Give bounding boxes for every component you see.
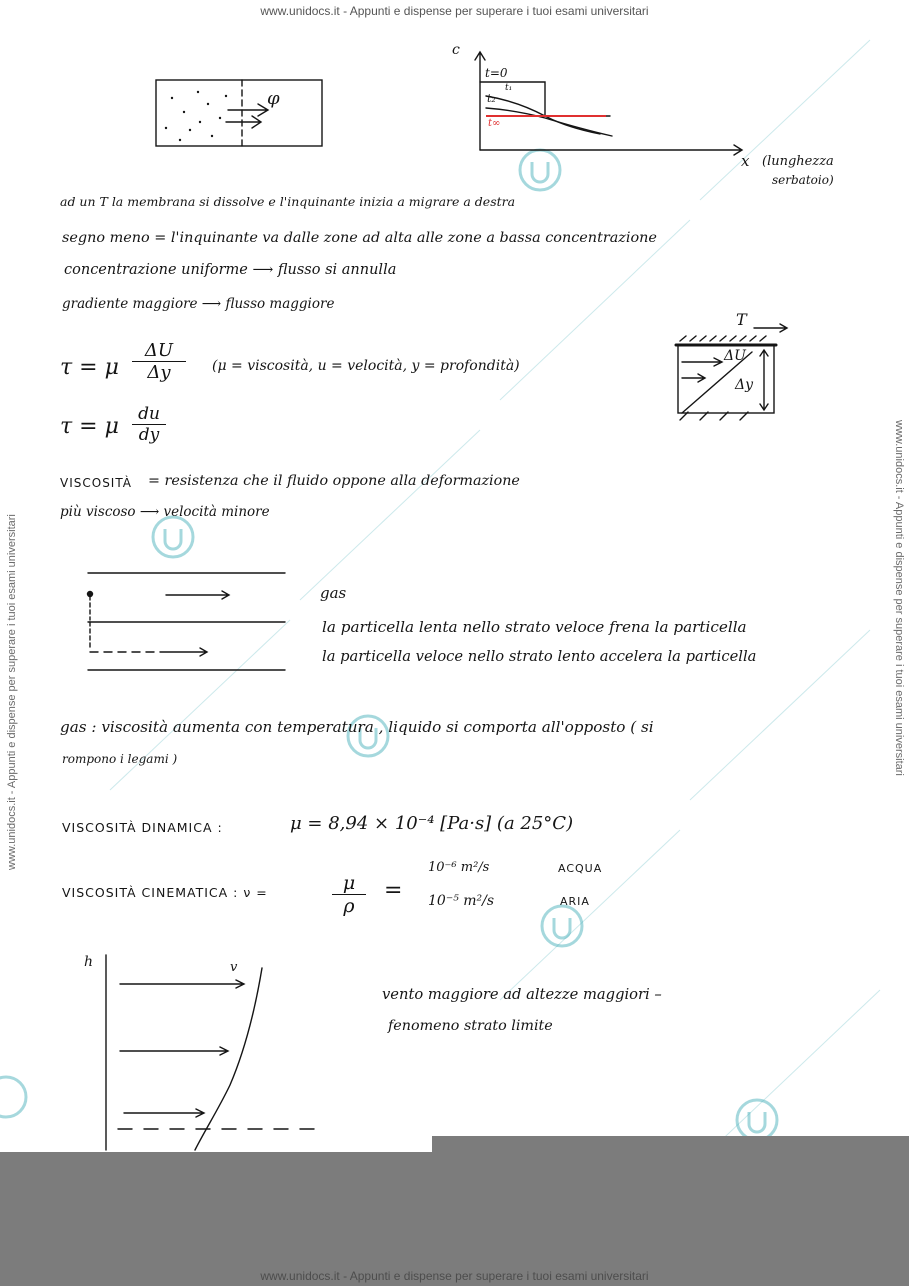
gas-line-1: la particella lenta nello strato veloce frena la particella [322,618,747,636]
tau1-note: (μ = viscosità, u = velocità, y = profondità) [212,358,520,374]
temperature-line-2: rompono i legami ) [62,752,178,766]
tinf-label: t∞ [488,118,501,129]
axis-c-label: c [452,42,460,58]
kinematic-viscosity-label: VISCOSITÀ CINEMATICA : ν = [62,885,268,900]
axis-v-label: v [230,960,238,975]
dynamic-viscosity-label: VISCOSITÀ DINAMICA : [62,820,223,835]
axis-x-note-2: serbatoio) [772,173,834,187]
watermark-left: www.unidocs.it - Appunti e dispense per superare i tuoi esami universitari [6,514,18,870]
note-line-3: concentrazione uniforme ⟶ flusso si annulla [64,262,397,278]
water-value: 10⁻⁶ m²/s [428,860,490,875]
kin-den: ρ [343,895,355,917]
viscosity-label: VISCOSITÀ [60,476,132,490]
viscosity-definition: = resistenza che il fluido oppone alla deformazione [148,473,520,489]
note-line-1: ad un T la membrana si dissolve e l'inquinante inizia a migrare a destra [60,194,516,209]
gas-label: gas [320,584,347,602]
diag-T-label: T [736,310,747,329]
note-line-4: gradiente maggiore ⟶ flusso maggiore [62,296,335,312]
tau1-num: ΔU [132,340,186,362]
tau1-fraction [132,340,186,383]
tau2-fraction [132,404,166,445]
gray-band-lower [0,1152,909,1286]
t0-label: t=0 [485,66,508,80]
tau1-lhs: τ = μ [60,355,119,380]
kinematic-equals: = [384,878,403,903]
gas-line-2: la particella veloce nello strato lento accelera la particella [322,648,757,665]
diag-dy-label: Δy [735,377,754,393]
boundary-line-2: fenomeno strato limite [388,1018,553,1034]
water-label: ACQUA [558,862,603,875]
axis-x-label: x [741,152,750,170]
note-line-2: segno meno = l'inquinante va dalle zone ad alta alle zone a bassa concentrazione [62,230,657,246]
tau2-lhs: τ = μ [60,414,119,439]
watermark-right: www.unidocs.it - Appunti e dispense per superare i tuoi esami universitari [893,420,905,776]
boundary-line-1: vento maggiore ad altezze maggiori – [382,986,662,1003]
temperature-line-1: gas : viscosità aumenta con temperatura , liquido si comporta all'opposto ( si [60,718,654,736]
viscosity-more: più viscoso ⟶ velocità minore [60,504,270,520]
air-value: 10⁻⁵ m²/s [428,893,495,909]
t2-label: t₂ [487,92,496,105]
watermark-bottom: www.unidocs.it - Appunti e dispense per superare i tuoi esami universitari [260,1269,649,1283]
watermark-top: www.unidocs.it - Appunti e dispense per superare i tuoi esami universitari [260,4,649,18]
kin-num: μ [332,872,366,895]
t1-label: t₁ [505,83,513,93]
tau2-den: dy [138,425,160,445]
tau2-num: du [132,404,166,425]
flux-symbol: φ [267,88,280,109]
kinematic-fraction [332,872,366,917]
dynamic-viscosity-value: μ = 8,94 × 10⁻⁴ [Pa·s] (a 25°C) [290,813,574,834]
tau1-den: Δy [147,362,171,383]
diag-dU-label: ΔU [724,348,746,364]
axis-h-label: h [84,954,94,970]
air-label: ARIA [560,895,590,908]
axis-x-note-1: (lunghezza [762,154,834,169]
